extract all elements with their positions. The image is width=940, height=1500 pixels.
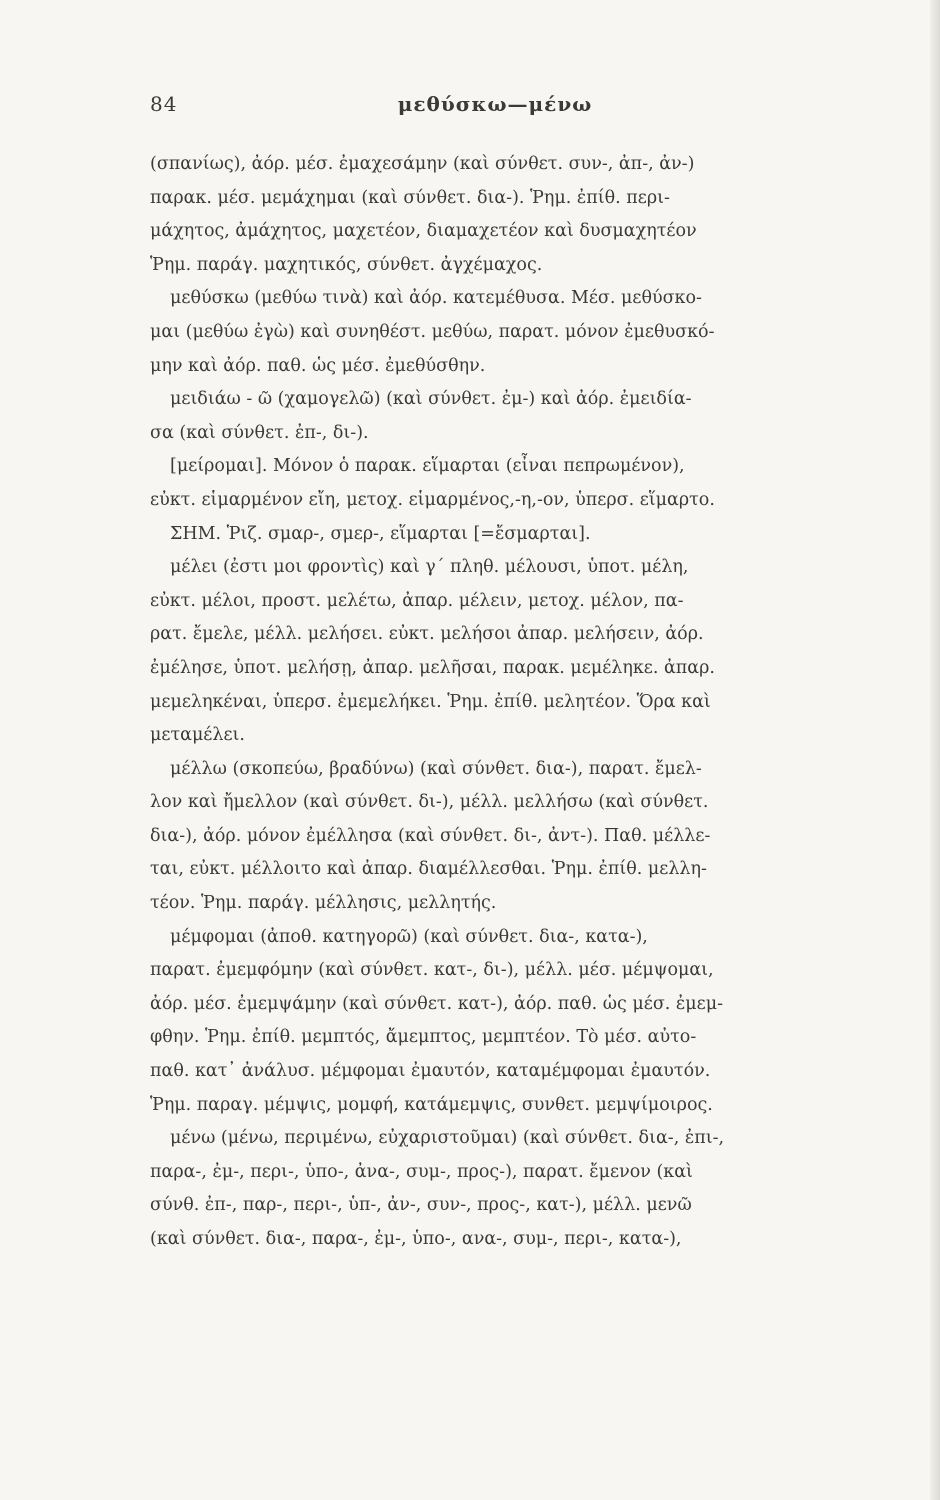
entry-headword-line: μέλλω (σκοπεύω, βραδύνω) (καὶ σύνθετ. δια-), παρατ. ἔμελ- — [170, 758, 702, 779]
text-line: (καὶ σύνθετ. δια-, παρα-, ἐμ-, ὑπο-, ανα-, συμ-, περι-, κατα-), — [150, 1229, 682, 1249]
text-line: μεμεληκέναι, ὑπερσ. ἐμεμελήκει. Ῥημ. ἐπίθ. μελητέον. Ὅρα καὶ — [150, 691, 711, 712]
entry-headword-line: μέλει (ἐστι μοι φροντὶς) καὶ γ΄ πληθ. μέλουσι, ὑποτ. μέλη, — [170, 557, 689, 578]
text-line: εὐκτ. μέλοι, προστ. μελέτω, ἀπαρ. μέλειν, μετοχ. μέλον, πα- — [150, 590, 684, 611]
running-head: μεθύσκω—μένω — [397, 92, 593, 116]
note-line: ΣΗΜ. Ῥιζ. σμαρ-, σμερ-, εἵμαρται [=ἔσμαρται]. — [170, 523, 591, 544]
text-line: παρακ. μέσ. μεμάχημαι (καὶ σύνθετ. δια-). Ῥημ. ἐπίθ. περι- — [150, 187, 670, 208]
text-line: σα (καὶ σύνθετ. ἐπ-, δι-). — [150, 422, 369, 443]
text-line: ἀόρ. μέσ. ἐμεμψάμην (καὶ σύνθετ. κατ-), ἀόρ. παθ. ὡς μέσ. ἐμεμ- — [150, 993, 724, 1014]
dictionary-text — [150, 148, 838, 1257]
text-line: φθην. Ῥημ. ἐπίθ. μεμπτός, ἄμεμπτος, μεμπτέον. Τὸ μέσ. αὐτο- — [150, 1027, 697, 1048]
entry-headword-line: μεθύσκω (μεθύω τινὰ) καὶ ἀόρ. κατεμέθυσα. Μέσ. μεθύσκο- — [170, 288, 702, 309]
text-line: ἐμέλησε, ὑποτ. μελήσῃ, ἀπαρ. μελῆσαι, παρακ. μεμέληκε. ἀπαρ. — [150, 657, 715, 678]
text-line: σύνθ. ἐπ-, παρ-, περι-, ὑπ-, ἀν-, συν-, προς-, κατ-), μέλλ. μενῶ — [150, 1195, 692, 1216]
text-line: Ῥημ. παράγ. μαχητικός, σύνθετ. ἀγχέμαχος. — [150, 254, 543, 275]
text-line: (σπανίως), ἀόρ. μέσ. ἐμαχεσάμην (καὶ σύνθετ. συν-, ἀπ-, ἀν-) — [150, 154, 695, 174]
text-line: τέον. Ῥημ. παράγ. μέλλησις, μελλητής. — [150, 893, 497, 914]
text-line: μην καὶ ἀόρ. παθ. ὡς μέσ. ἐμεθύσθην. — [150, 355, 486, 376]
entry-headword-line: [μείρομαι]. Μόνον ὁ παρακ. εἵμαρται (εἶναι πεπρωμένον), — [170, 456, 685, 477]
text-line: παρατ. ἐμεμφόμην (καὶ σύνθετ. κατ-, δι-), μέλλ. μέσ. μέμψομαι, — [150, 960, 714, 981]
text-line: δια-), ἀόρ. μόνον ἐμέλλησα (καὶ σύνθετ. δι-, ἀντ-). Παθ. μέλλε- — [150, 825, 711, 846]
text-line: εὐκτ. εἱμαρμένον εἴη, μετοχ. εἱμαρμένος,-η,-ον, ὑπερσ. εἵμαρτο. — [150, 489, 715, 510]
text-line: παθ. κατ᾽ ἀνάλυσ. μέμφομαι ἐμαυτόν, καταμέμφομαι ἐμαυτόν. — [150, 1061, 711, 1082]
text-line: Ῥημ. παραγ. μέμψις, μομφή, κατάμεμψις, συνθετ. μεμψίμοιρος. — [150, 1094, 713, 1115]
text-line: παρα-, ἐμ-, περι-, ὑπο-, ἀνα-, συμ-, προς-), παρατ. ἔμενον (καὶ — [150, 1161, 693, 1182]
text-line: μάχητος, ἀμάχητος, μαχετέον, διαμαχετέον καὶ δυσμαχητέον — [150, 221, 697, 242]
page-edge-shadow — [930, 0, 940, 1500]
text-line: ρατ. ἔμελε, μέλλ. μελήσει. εὐκτ. μελήσοι ἀπαρ. μελήσειν, ἀόρ. — [150, 624, 704, 645]
text-line: λον καὶ ἤμελλον (καὶ σύνθετ. δι-), μέλλ. μελλήσω (καὶ σύνθετ. — [150, 792, 709, 813]
entry-headword-line: μειδιάω - ῶ (χαμογελῶ) (καὶ σύνθετ. ἐμ-) καὶ ἀόρ. ἐμειδία- — [170, 389, 692, 410]
entry-headword-line: μένω (μένω, περιμένω, εὐχαριστοῦμαι) (καὶ σύνθετ. δια-, ἐπι-, — [170, 1128, 725, 1149]
text-line: μαι (μεθύω ἐγὼ) καὶ συνηθέστ. μεθύω, παρατ. μόνον ἐμεθυσκό- — [150, 321, 715, 342]
text-line: ται, εὐκτ. μέλλοιτο καὶ ἀπαρ. διαμέλλεσθαι. Ῥημ. ἐπίθ. μελλη- — [150, 859, 707, 880]
page-number: 84 — [150, 92, 178, 116]
page-header — [150, 92, 840, 128]
entry-headword-line: μέμφομαι (ἀποθ. κατηγορῶ) (καὶ σύνθετ. δια-, κατα-), — [170, 926, 648, 947]
text-line: μεταμέλει. — [150, 725, 245, 746]
